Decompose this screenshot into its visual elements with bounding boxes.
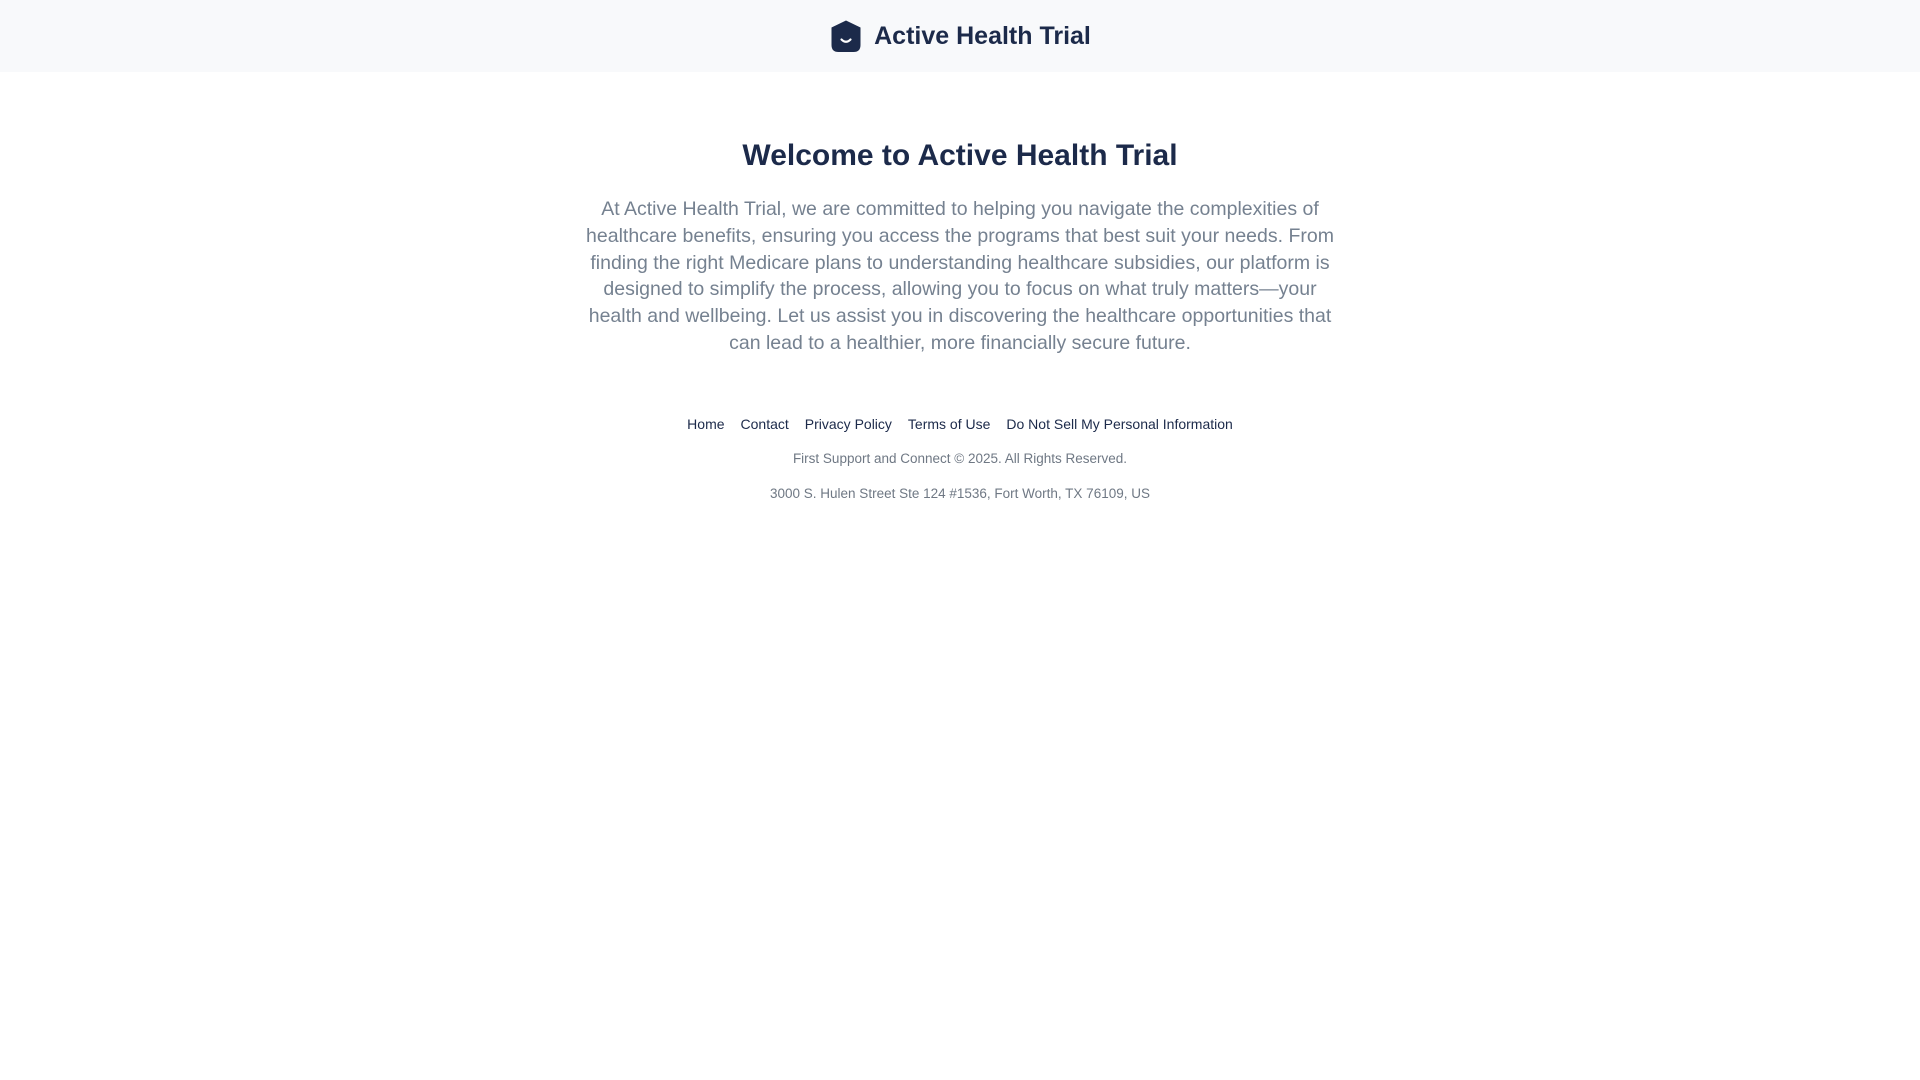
footer-link-contact[interactable]: Contact: [740, 415, 789, 432]
main-content: [0, 72, 1920, 503]
site-header: [0, 0, 1920, 72]
footer-link-home[interactable]: Home: [687, 415, 725, 432]
footer-link-terms-of-use[interactable]: Terms of Use: [907, 415, 991, 432]
footer-link-do-not-sell[interactable]: Do Not Sell My Personal Information: [1006, 415, 1233, 432]
intro-paragraph: At Active Health Trial, we are committed to helping you navigate the complexities of healthcare benefits, ensuring you access the programs that best suit your needs. From finding the right Medicare plans to understanding healthcare subsidies, our platform is designed to simplify the process, allowing you to focus on what truly matters—your health and wellbeing. Let us assist you in discovering the healthcare opportunities that can lead to a healthier, more financially secure future.: [586, 198, 1334, 354]
brand-name[interactable]: Active Health Trial: [874, 21, 1091, 50]
site-footer: [687, 415, 1233, 503]
copyright-text: First Support and Connect © 2025. All Rights Reserved.: [792, 450, 1128, 466]
footer-nav: [687, 415, 1233, 433]
page-title: Welcome to Active Health Trial: [742, 139, 1178, 172]
address-text: 3000 S. Hulen Street Ste 124 #1536, Fort Worth, TX 76109, US: [770, 485, 1150, 501]
shield-smile-icon: [829, 19, 863, 53]
footer-link-privacy-policy[interactable]: Privacy Policy: [804, 415, 892, 432]
